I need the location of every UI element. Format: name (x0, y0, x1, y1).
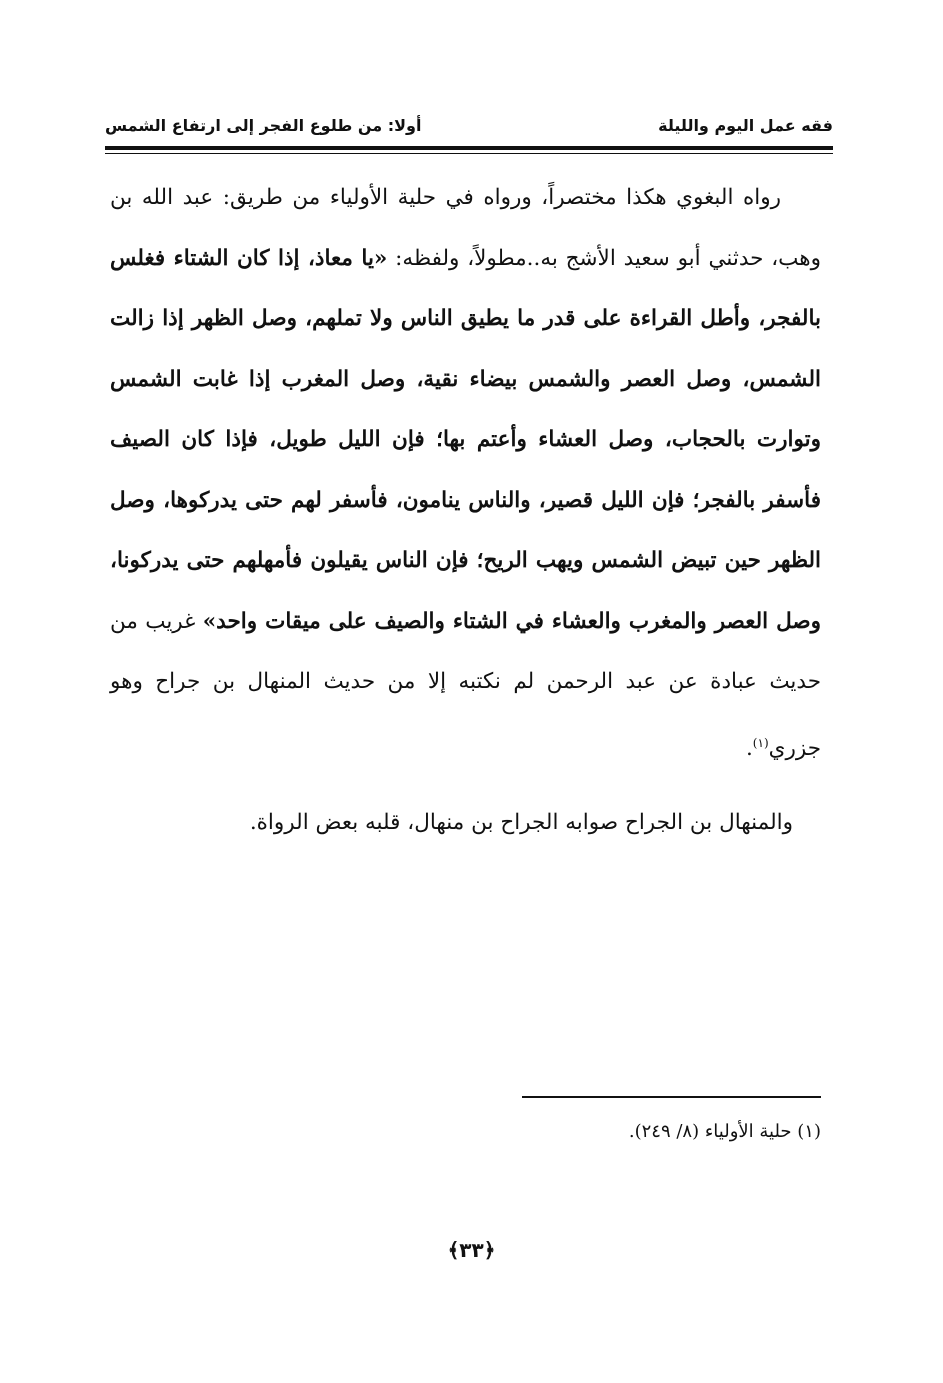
hadith-quote: «يا معاذ، إذا كان الشتاء فغلس بالفجر، وأطل القراءة على قدر ما يطيق الناس ولا تملهم، وصل الظهر إذا زالت الشمس، وصل العصر والشمس بيضاء نقية، وصل المغرب إذا غابت الشمس وتوارت بالحجاب، وصل العشاء وأعتم بها؛ فإن الليل طويل، فإذا كان الصيف فأسفر بالفجر؛ فإن الليل قصير، والناس ينامون، فأسفر لهم حتى يدركوها، وصل الظهر حين تبيض الشمس ويهب الريح؛ فإن الناس يقيلون فأمهلهم حتى يدركونا، وصل العصر والمغرب والعشاء في الشتاء والصيف على ميقات واحد» (110, 245, 821, 634)
footnote: (١) حلية الأولياء (٨/ ٢٤٩). (628, 1121, 821, 1142)
note-paragraph (110, 800, 793, 846)
header-rule-thick (105, 146, 833, 150)
footnote-reference: (١) (752, 735, 769, 750)
chapter-title: أولا: من طلوع الفجر إلى ارتفاع الشمس (105, 116, 422, 135)
end-punctuation: . (745, 735, 753, 761)
note-text: والمنهال بن الجراح صوابه الجراح بن منهال، قلبه بعض الرواة. (249, 810, 793, 835)
main-paragraph (110, 168, 821, 779)
page-number: ﴿٣٣﴾ (447, 1238, 496, 1262)
running-header (105, 112, 833, 146)
header-rule-thin (105, 153, 833, 154)
book-title: فقه عمل اليوم والليلة (658, 116, 833, 135)
intro-text: رواه البغوي هكذا مختصراً، ورواه في حلية الأولياء من طريق: عبد الله بن وهب، حدثني أبو سعيد الأشج به..مطولاً، ولفظه: (110, 185, 821, 271)
outro-text: غريب من حديث عبادة عن عبد الرحمن لم نكتبه إلا من حديث المنهال بن جراح وهو جزري (110, 608, 821, 761)
footnote-separator (522, 1096, 821, 1098)
